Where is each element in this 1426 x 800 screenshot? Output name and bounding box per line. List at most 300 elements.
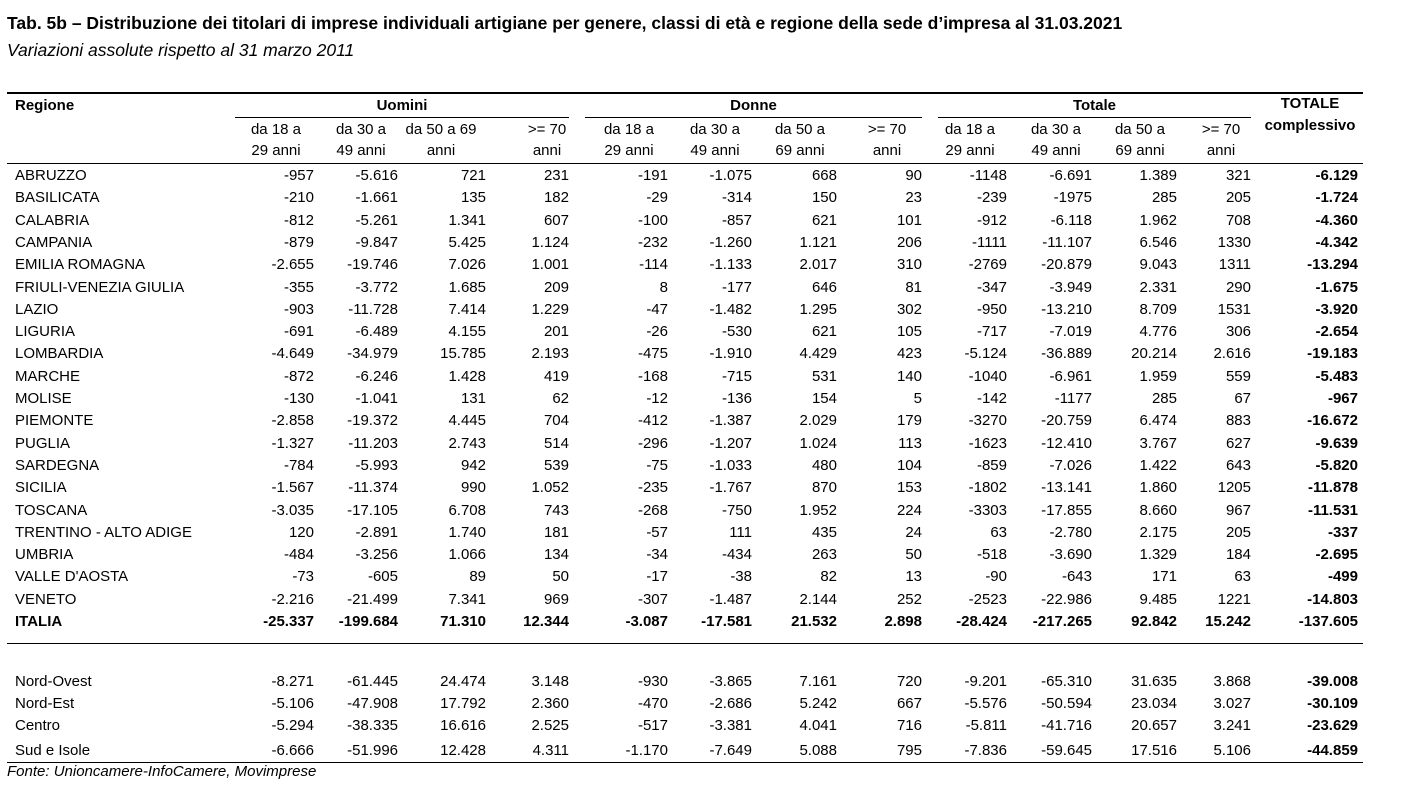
- table-row-value: 321: [1225, 167, 1251, 184]
- header-subcolumn: 69 anni: [1115, 142, 1165, 159]
- header-subcolumn: 29 anni: [945, 142, 995, 159]
- table-row-value: -4.649: [271, 345, 314, 362]
- header-subcolumn: anni: [426, 142, 456, 159]
- table-row-value: -5.483: [1315, 368, 1358, 385]
- table-row-value: -857: [721, 212, 752, 229]
- table-row-label: FRIULI-VENEZIA GIULIA: [15, 279, 185, 296]
- table-row-value: 8.709: [1139, 301, 1177, 318]
- table-row-value: -3.035: [271, 502, 314, 519]
- table-row-value: -20.879: [1041, 256, 1092, 273]
- table-row-value: -239: [976, 189, 1007, 206]
- area-row-value: 4.041: [799, 717, 837, 734]
- header-subcolumn: 49 anni: [1031, 142, 1081, 159]
- table-row-value: 171: [1151, 568, 1177, 585]
- header-total-line1: TOTALE: [1280, 95, 1340, 112]
- area-row-value: -5.106: [271, 695, 314, 712]
- table-row-value: -22.986: [1041, 591, 1092, 608]
- table-row-value: 302: [896, 301, 922, 318]
- total-row-value: 21.532: [791, 613, 837, 630]
- area-row-value: -39.008: [1307, 673, 1358, 690]
- table-row-label: CALABRIA: [15, 212, 90, 229]
- table-row-value: -114: [639, 256, 668, 273]
- table-row-value: 1221: [1217, 591, 1251, 608]
- table-row-value: 13: [905, 568, 922, 585]
- table-row-value: 423: [896, 345, 922, 362]
- table-row-value: -17.855: [1041, 502, 1092, 519]
- total-row-value: 15.242: [1205, 613, 1251, 630]
- table-row-value: -12: [646, 390, 668, 407]
- area-row-value: -41.716: [1041, 717, 1092, 734]
- area-row-value: -5.576: [964, 695, 1007, 712]
- table-row-value: -13.210: [1041, 301, 1092, 318]
- table-row-value: -5.616: [355, 167, 398, 184]
- table-row-value: 4.445: [448, 412, 486, 429]
- total-row-value: 12.344: [523, 613, 569, 630]
- table-row-label: MARCHE: [15, 368, 81, 385]
- table-row-value: -967: [1327, 390, 1358, 407]
- table-row-value: -6.961: [1049, 368, 1092, 385]
- table-row-value: 1.124: [531, 234, 569, 251]
- table-row-value: 708: [1225, 212, 1251, 229]
- table-row-value: 2.193: [531, 345, 569, 362]
- area-row-value: 795: [896, 742, 922, 759]
- table-row-value: 621: [811, 323, 837, 340]
- table-row-value: -750: [721, 502, 752, 519]
- table-row-value: -950: [976, 301, 1007, 318]
- header-subcolumn: da 18 a: [944, 121, 996, 138]
- table-row-value: 883: [1225, 412, 1251, 429]
- area-row-value: -6.666: [271, 742, 314, 759]
- table-row-value: -879: [283, 234, 314, 251]
- header-group: Uomini: [376, 97, 428, 114]
- table-row-value: -1.675: [1315, 279, 1358, 296]
- table-row-label: LIGURIA: [15, 323, 76, 340]
- table-row-value: 5: [913, 390, 922, 407]
- header-subcolumn: da 50 a: [774, 121, 826, 138]
- table-row-value: 205: [1225, 524, 1251, 541]
- table-row-value: -232: [637, 234, 668, 251]
- table-row-value: -34.979: [347, 345, 398, 362]
- table-row-value: -307: [637, 591, 668, 608]
- table-row-value: 646: [811, 279, 837, 296]
- table-row-value: -100: [637, 212, 668, 229]
- table-row-value: -3303: [968, 502, 1007, 519]
- table-row-value: -7.019: [1049, 323, 1092, 340]
- table-row-value: 531: [811, 368, 837, 385]
- table-row-value: 1330: [1217, 234, 1251, 251]
- table-row-value: 967: [1225, 502, 1251, 519]
- table-row-value: 6.546: [1139, 234, 1177, 251]
- table-row-value: 150: [811, 189, 837, 206]
- table-row-value: 2.144: [799, 591, 837, 608]
- table-row-value: 480: [811, 457, 837, 474]
- table-row-value: -130: [283, 390, 314, 407]
- table-row-value: 1.740: [448, 524, 486, 541]
- table-row-value: -4.342: [1315, 234, 1358, 251]
- table-row-value: -1975: [1053, 189, 1092, 206]
- table-row-value: -1.482: [709, 301, 752, 318]
- area-row-value: 2.525: [531, 717, 569, 734]
- table-row-value: 104: [896, 457, 922, 474]
- area-row-value: -7.836: [964, 742, 1007, 759]
- table-row-label: UMBRIA: [15, 546, 74, 563]
- table-row-value: -19.372: [347, 412, 398, 429]
- table-row-value: -47: [646, 301, 668, 318]
- total-row-value: 2.898: [884, 613, 922, 630]
- table-row-value: -21.499: [347, 591, 398, 608]
- area-row-value: -517: [637, 717, 668, 734]
- table-row-value: -1.033: [709, 457, 752, 474]
- table-row-value: -38: [730, 568, 752, 585]
- table-row-value: 81: [905, 279, 922, 296]
- total-row-value: 71.310: [440, 613, 486, 630]
- area-row-label: Nord-Est: [15, 695, 75, 712]
- table-row-value: -11.203: [348, 435, 398, 452]
- area-row-value: 5.088: [799, 742, 837, 759]
- area-row-value: 5.106: [1213, 742, 1251, 759]
- table-row-label: EMILIA ROMAGNA: [15, 256, 146, 273]
- table-row-value: -2.891: [355, 524, 398, 541]
- table-row-value: -484: [283, 546, 314, 563]
- table-row-value: -1.567: [271, 479, 314, 496]
- table-row-value: 419: [543, 368, 569, 385]
- area-row-value: -1.170: [625, 742, 668, 759]
- table-row-value: 969: [543, 591, 569, 608]
- table-row-value: -2523: [968, 591, 1007, 608]
- header-subcolumn: anni: [1206, 142, 1236, 159]
- table-row-value: 1.952: [799, 502, 837, 519]
- table-row-value: -1.724: [1315, 189, 1358, 206]
- header-bottom-rule: [7, 163, 1363, 164]
- table-row-value: -643: [1061, 568, 1092, 585]
- table-row-value: 2.616: [1213, 345, 1251, 362]
- table-row-value: 721: [460, 167, 486, 184]
- header-subcolumn: da 18 a: [603, 121, 655, 138]
- table-row-value: 1.959: [1139, 368, 1177, 385]
- area-row-label: Centro: [15, 717, 61, 734]
- table-row-value: 6.708: [448, 502, 486, 519]
- table-row-value: -3270: [968, 412, 1007, 429]
- area-row-value: -2.686: [709, 695, 752, 712]
- table-row-value: 7.414: [448, 301, 486, 318]
- header-subcolumn: da 30 a: [1030, 121, 1082, 138]
- table-row-value: 290: [1225, 279, 1251, 296]
- area-row-value: -65.310: [1041, 673, 1092, 690]
- area-row-value: -9.201: [964, 673, 1007, 690]
- table-row-value: -14.803: [1307, 591, 1358, 608]
- table-row-value: 134: [543, 546, 569, 563]
- area-row-value: -7.649: [709, 742, 752, 759]
- table-row-value: 435: [811, 524, 837, 541]
- table-row-value: 704: [543, 412, 569, 429]
- table-row-value: -2769: [968, 256, 1007, 273]
- table-row-value: -17.105: [347, 502, 398, 519]
- italia-bottom-rule: [7, 643, 1363, 644]
- total-row-value: -199.684: [338, 613, 398, 630]
- area-row-value: 720: [896, 673, 922, 690]
- area-row-value: 716: [896, 717, 922, 734]
- table-row-value: -1.487: [709, 591, 752, 608]
- table-row-value: 181: [543, 524, 569, 541]
- table-row-value: 1.422: [1139, 457, 1177, 474]
- table-row-value: 942: [460, 457, 486, 474]
- table-row-label: VALLE D'AOSTA: [15, 568, 129, 585]
- table-row-value: -412: [637, 412, 668, 429]
- table-row-value: 1.052: [531, 479, 569, 496]
- table-title: Tab. 5b – Distribuzione dei titolari di imprese individuali artigiane per genere, classi di età e regione della sede d’impresa al 31.03.2021: [7, 13, 1123, 33]
- total-row-value: -25.337: [263, 613, 314, 630]
- table-row-value: 1311: [1218, 256, 1251, 273]
- total-row-value: -3.087: [625, 613, 668, 630]
- area-row-value: 12.428: [440, 742, 486, 759]
- area-row-value: -930: [637, 673, 668, 690]
- table-row-value: 4.429: [799, 345, 837, 362]
- area-row-value: 2.360: [531, 695, 569, 712]
- table-row-value: 205: [1225, 189, 1251, 206]
- area-row-value: 3.148: [531, 673, 569, 690]
- table-row-value: -6.489: [355, 323, 398, 340]
- table-row-value: -17: [646, 568, 668, 585]
- table-row-value: -1623: [968, 435, 1007, 452]
- total-row-value: -17.581: [701, 613, 752, 630]
- table-row-value: 9.485: [1139, 591, 1177, 608]
- area-row-value: 4.311: [532, 742, 569, 759]
- area-row-value: -470: [637, 695, 668, 712]
- table-row-value: -5.820: [1315, 457, 1358, 474]
- header-subcolumn: da 50 a: [1114, 121, 1166, 138]
- table-row-value: -337: [1327, 524, 1358, 541]
- header-region: Regione: [15, 97, 75, 114]
- table-row-value: -16.672: [1307, 412, 1358, 429]
- table-row-value: 2.175: [1139, 524, 1177, 541]
- table-row-value: -530: [721, 323, 752, 340]
- table-row-value: 140: [896, 368, 922, 385]
- table-row-value: 7.026: [448, 256, 486, 273]
- area-row-value: 23.034: [1131, 695, 1177, 712]
- header-group: Donne: [730, 97, 777, 114]
- table-row-value: -475: [637, 345, 668, 362]
- table-row-value: -912: [976, 212, 1007, 229]
- table-row-label: BASILICATA: [15, 189, 100, 206]
- table-row-label: LOMBARDIA: [15, 345, 104, 362]
- area-row-value: -8.271: [271, 673, 314, 690]
- table-row-value: -6.691: [1049, 167, 1092, 184]
- table-row-value: -210: [283, 189, 314, 206]
- table-row-value: -499: [1327, 568, 1358, 585]
- table-row-value: -11.728: [348, 301, 398, 318]
- table-row-label: SICILIA: [15, 479, 67, 496]
- table-row-value: 153: [896, 479, 922, 496]
- table-row-value: 120: [288, 524, 314, 541]
- table-row-value: -3.690: [1049, 546, 1092, 563]
- table-row-value: 82: [820, 568, 837, 585]
- table-row-value: 1.860: [1139, 479, 1177, 496]
- table-row-value: 306: [1225, 323, 1251, 340]
- table-row-value: 2.743: [448, 435, 486, 452]
- table-row-value: -1802: [968, 479, 1007, 496]
- area-row-value: 7.161: [799, 673, 837, 690]
- table-row-value: 135: [460, 189, 486, 206]
- table-row-value: -36.889: [1041, 345, 1092, 362]
- table-row-value: -13.141: [1041, 479, 1092, 496]
- table-row-label: PUGLIA: [15, 435, 71, 452]
- table-row-value: 9.043: [1139, 256, 1177, 273]
- table-row-value: 24: [905, 524, 922, 541]
- area-row-value: 3.241: [1213, 717, 1251, 734]
- total-row-value: -137.605: [1298, 613, 1358, 630]
- table-row-value: -605: [367, 568, 398, 585]
- table-row-value: 23: [905, 189, 922, 206]
- table-row-value: -2.654: [1315, 323, 1358, 340]
- area-row-value: -3.381: [709, 717, 752, 734]
- table-row-value: 3.767: [1139, 435, 1177, 452]
- table-row-value: 1.329: [1139, 546, 1177, 563]
- table-row-value: -3.949: [1049, 279, 1092, 296]
- area-row-value: 17.792: [440, 695, 486, 712]
- table-row-value: -235: [637, 479, 668, 496]
- table-row-value: -6.129: [1315, 167, 1358, 184]
- table-row-value: 621: [811, 212, 837, 229]
- table-row-value: -347: [976, 279, 1007, 296]
- table-row-value: 8.660: [1139, 502, 1177, 519]
- header-subcolumn: 29 anni: [604, 142, 654, 159]
- table-row-value: -177: [721, 279, 752, 296]
- table-row-value: -1040: [968, 368, 1007, 385]
- area-row-value: -51.996: [347, 742, 398, 759]
- table-row-value: -9.639: [1315, 435, 1358, 452]
- table-row-value: 179: [896, 412, 922, 429]
- table-row-value: 1.295: [799, 301, 837, 318]
- area-row-value: 31.635: [1131, 673, 1177, 690]
- table-row-value: -1.327: [271, 435, 314, 452]
- table-row-value: -5.124: [964, 345, 1007, 362]
- table-row-value: -29: [646, 189, 668, 206]
- table-row-label: ABRUZZO: [15, 167, 87, 184]
- area-row-value: -59.645: [1041, 742, 1092, 759]
- header-subcolumn: 49 anni: [690, 142, 740, 159]
- table-row-value: 285: [1151, 390, 1177, 407]
- header-subcolumn: 69 anni: [775, 142, 825, 159]
- table-row-value: 67: [1234, 390, 1251, 407]
- table-row-value: 4.776: [1139, 323, 1177, 340]
- header-group-rule: [235, 117, 569, 118]
- table-row-value: -1111: [971, 234, 1007, 251]
- table-row-value: 559: [1225, 368, 1251, 385]
- area-row-value: -61.445: [347, 673, 398, 690]
- table-row-value: -4.360: [1315, 212, 1358, 229]
- table-row-value: -3.256: [355, 546, 398, 563]
- table-row-value: -73: [292, 568, 314, 585]
- table-row-value: 627: [1225, 435, 1251, 452]
- table-row-label: VENETO: [15, 591, 77, 608]
- table-row-value: -142: [976, 390, 1007, 407]
- table-row-value: 1.121: [799, 234, 837, 251]
- total-row-value: -217.265: [1032, 613, 1092, 630]
- table-row-value: -1.133: [709, 256, 752, 273]
- table-row-value: 870: [811, 479, 837, 496]
- table-row-value: 1.229: [531, 301, 569, 318]
- header-subcolumn: >= 70: [867, 121, 907, 138]
- area-row-value: 16.616: [440, 717, 486, 734]
- table-row-value: -9.847: [355, 234, 398, 251]
- table-row-value: 1.001: [531, 256, 569, 273]
- area-row-value: -5.811: [965, 717, 1007, 734]
- table-row-value: 62: [552, 390, 569, 407]
- table-row-value: -20.759: [1041, 412, 1092, 429]
- area-row-value: -30.109: [1307, 695, 1358, 712]
- table-row-value: -168: [637, 368, 668, 385]
- header-subcolumn: da 30 a: [689, 121, 741, 138]
- table-row-value: -1.910: [709, 345, 752, 362]
- table-row-value: -5.993: [355, 457, 398, 474]
- table-row-value: 2.331: [1139, 279, 1177, 296]
- table-row-label: SARDEGNA: [15, 457, 100, 474]
- table-row-value: 201: [543, 323, 569, 340]
- table-row-value: 1531: [1217, 301, 1251, 318]
- header-subcolumn: anni: [872, 142, 902, 159]
- table-row-value: -3.772: [355, 279, 398, 296]
- table-row-value: -6.118: [1050, 212, 1092, 229]
- table-row-value: -1.767: [709, 479, 752, 496]
- table-row-value: 1.389: [1139, 167, 1177, 184]
- table-row-value: -7.026: [1049, 457, 1092, 474]
- table-subtitle: Variazioni assolute rispetto al 31 marzo 2011: [7, 40, 355, 60]
- table-row-value: 252: [896, 591, 922, 608]
- area-row-value: -50.594: [1041, 695, 1092, 712]
- table-row-value: 113: [898, 435, 922, 452]
- table-row-value: -11.531: [1307, 502, 1358, 519]
- table-row-value: 285: [1151, 189, 1177, 206]
- table-row-value: -1.041: [355, 390, 398, 407]
- area-row-value: 667: [896, 695, 922, 712]
- header-subcolumn: >= 70: [527, 121, 567, 138]
- table-row-label: TRENTINO - ALTO ADIGE: [15, 524, 192, 541]
- area-row-label: Nord-Ovest: [15, 673, 92, 690]
- table-row-value: -5.261: [355, 212, 398, 229]
- table-row-value: 310: [896, 256, 922, 273]
- table-row-value: 105: [896, 323, 922, 340]
- table-row-value: -355: [283, 279, 314, 296]
- table-row-value: -13.294: [1307, 256, 1358, 273]
- area-row-value: -44.859: [1307, 742, 1358, 759]
- table-row-value: 7.341: [448, 591, 486, 608]
- table-row-value: 263: [811, 546, 837, 563]
- table-row-label: LAZIO: [15, 301, 59, 318]
- header-subcolumn: da 18 a: [250, 121, 302, 138]
- table-row-value: 743: [543, 502, 569, 519]
- area-row-value: 3.868: [1213, 673, 1251, 690]
- table-row-value: 15.785: [440, 345, 486, 362]
- table-row-value: -1.260: [709, 234, 752, 251]
- table-row-value: -12.410: [1041, 435, 1092, 452]
- table-row-value: -2.655: [271, 256, 314, 273]
- area-row-label: Sud e Isole: [15, 742, 91, 759]
- table-row-value: 1.066: [448, 546, 486, 563]
- table-row-value: -1.207: [709, 435, 752, 452]
- table-row-value: -19.183: [1307, 345, 1358, 362]
- table-row-value: -872: [283, 368, 314, 385]
- source-note: Fonte: Unioncamere-InfoCamere, Movimprese: [7, 763, 317, 780]
- area-row-value: 3.027: [1213, 695, 1251, 712]
- total-row-value: 92.842: [1131, 613, 1177, 630]
- table-row-value: 182: [543, 189, 569, 206]
- header-group-rule: [585, 117, 922, 118]
- table-row-value: -136: [721, 390, 752, 407]
- area-row-value: 17.516: [1131, 742, 1177, 759]
- header-subcolumn: da 50 a 69: [405, 121, 477, 138]
- total-row-value: -28.424: [956, 613, 1007, 630]
- table-row-value: 1205: [1217, 479, 1251, 496]
